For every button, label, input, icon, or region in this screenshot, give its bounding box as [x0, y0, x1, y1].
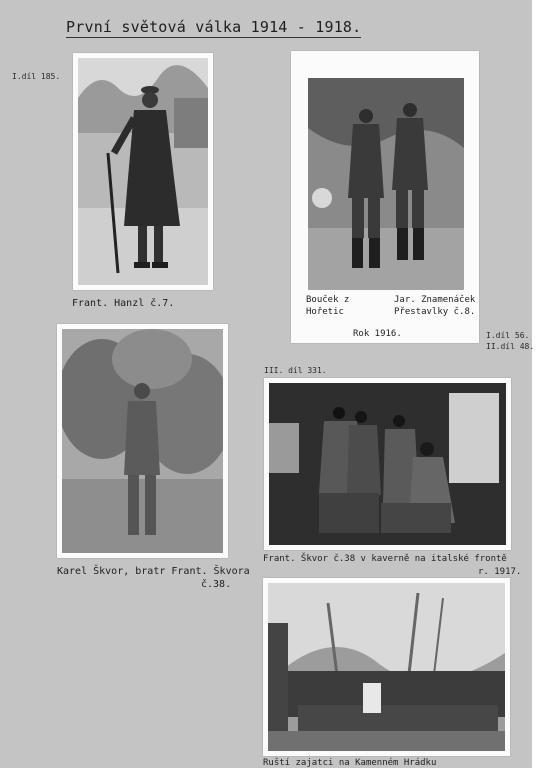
handwriting-year: Rok 1916. [353, 329, 402, 339]
cave-soldiers-image [269, 383, 506, 545]
caption-frant-hanzl: Frant. Hanzl č.7. [72, 298, 175, 309]
handwriting-left-name [306, 294, 349, 318]
photo-karel-skvor [57, 324, 228, 558]
soldier-rifle-image [78, 58, 208, 285]
name-znamenacek: Jar. Znamenáček [394, 295, 476, 305]
volume-note-right-1: I.díl 56. [486, 331, 530, 340]
handwriting-right-name [394, 294, 475, 318]
volume-note-right-2: II.díl 48. [486, 342, 535, 351]
name-boucek: Bouček z [306, 295, 350, 305]
place-horetic: Hořetic [306, 307, 344, 317]
caption-kaverna: Frant. Škvor č.38 v kaverně na italské frontě [263, 554, 507, 564]
photo-two-soldiers [291, 51, 479, 343]
place-prestavlky: Přestavlky č.8. [394, 307, 476, 317]
caption-karel-skvor-number: č.38. [201, 579, 232, 590]
volume-note-mid: III. díl 331. [264, 366, 327, 375]
caption-prisoners: Ruští zajatci na Kamenném Hrádku [263, 758, 437, 768]
caption-kaverna-year: r. 1917. [478, 567, 522, 577]
photo-kaverna [264, 378, 511, 550]
prisoners-group-image [268, 583, 505, 751]
two-soldiers-image [308, 78, 464, 290]
photo-prisoners [263, 578, 510, 756]
soldier-trees-image [62, 329, 223, 553]
photo-frant-hanzl [73, 53, 213, 290]
volume-note-left: I.díl 185. [12, 72, 61, 81]
caption-karel-skvor: Karel Škvor, bratr Frant. Škvora [57, 566, 250, 577]
page-title: První světová válka 1914 - 1918. [66, 18, 362, 36]
